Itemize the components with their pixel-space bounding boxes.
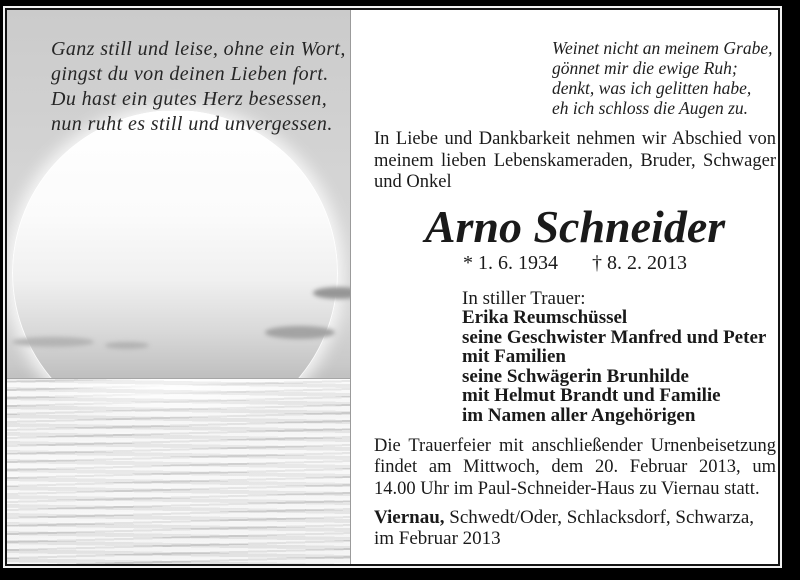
signature-rest: Schwedt/Oder, Schlacksdorf, Schwarza, xyxy=(444,507,755,529)
poem-line: nun ruht es still und unvergessen. xyxy=(51,113,333,135)
mourner-list xyxy=(462,308,776,426)
signature-date: im Februar 2013 xyxy=(374,528,501,550)
signature-place: Viernau, xyxy=(374,507,445,529)
obituary-sheet xyxy=(5,8,780,566)
poem-line: eh ich schloss die Augen zu. xyxy=(552,98,749,118)
sea-water xyxy=(7,378,350,564)
mourning-header: In stiller Trauer: xyxy=(462,287,586,309)
signature-places xyxy=(374,507,776,528)
poem-line: gingst du von deinen Lieben fort. xyxy=(51,63,329,85)
memorial-photo xyxy=(7,10,351,564)
mourning-section xyxy=(462,289,776,426)
funeral-line: Die Trauerfeier mit anschließender Urnenbeisetzung xyxy=(374,435,776,456)
life-dates xyxy=(374,253,776,273)
funeral-line: 14.00 Uhr im Paul-Schneider-Haus zu Viernau statt. xyxy=(374,478,760,499)
intro-line: und Onkel xyxy=(374,172,452,192)
cloud xyxy=(265,326,335,339)
poem-line: Du hast ein gutes Herz besessen, xyxy=(51,88,328,110)
funeral-line: findet am Mittwoch, dem 20. Februar 2013, um xyxy=(374,457,776,478)
photo-poem xyxy=(51,37,346,137)
mourner-line: mit Familien xyxy=(462,346,566,368)
mourner-line: mit Helmut Brandt und Familie xyxy=(462,385,721,407)
mourner-line: im Namen aller Angehörigen xyxy=(462,405,696,427)
poem-line: gönnet mir die ewige Ruh; xyxy=(552,58,738,78)
cloud xyxy=(12,337,94,347)
intro-line: In Liebe und Dankbarkeit nehmen wir Abschied von xyxy=(374,129,776,149)
deceased-name: Arno Schneider xyxy=(424,200,726,252)
cloud xyxy=(105,342,149,349)
poem-line: denkt, was ich gelitten habe, xyxy=(552,78,752,98)
poem-line: Ganz still und leise, ohne ein Wort, xyxy=(51,38,346,60)
grave-poem xyxy=(552,38,776,118)
notice-text-column xyxy=(374,10,776,549)
intro-paragraph xyxy=(374,129,776,194)
birth-date: * 1. 6. 1934 xyxy=(463,251,558,274)
mourner-line: seine Geschwister Manfred und Peter xyxy=(462,326,767,348)
signature-line xyxy=(374,507,776,549)
intro-line: meinem lieben Lebenskameraden, Bruder, Schwager xyxy=(374,150,776,171)
mourner-line: Erika Reumschüssel xyxy=(462,307,628,329)
mourner-line: seine Schwägerin Brunhilde xyxy=(462,365,689,387)
death-date: † 8. 2. 2013 xyxy=(592,251,687,274)
poem-line: Weinet nicht an meinem Grabe, xyxy=(552,38,773,58)
funeral-paragraph xyxy=(374,436,776,501)
